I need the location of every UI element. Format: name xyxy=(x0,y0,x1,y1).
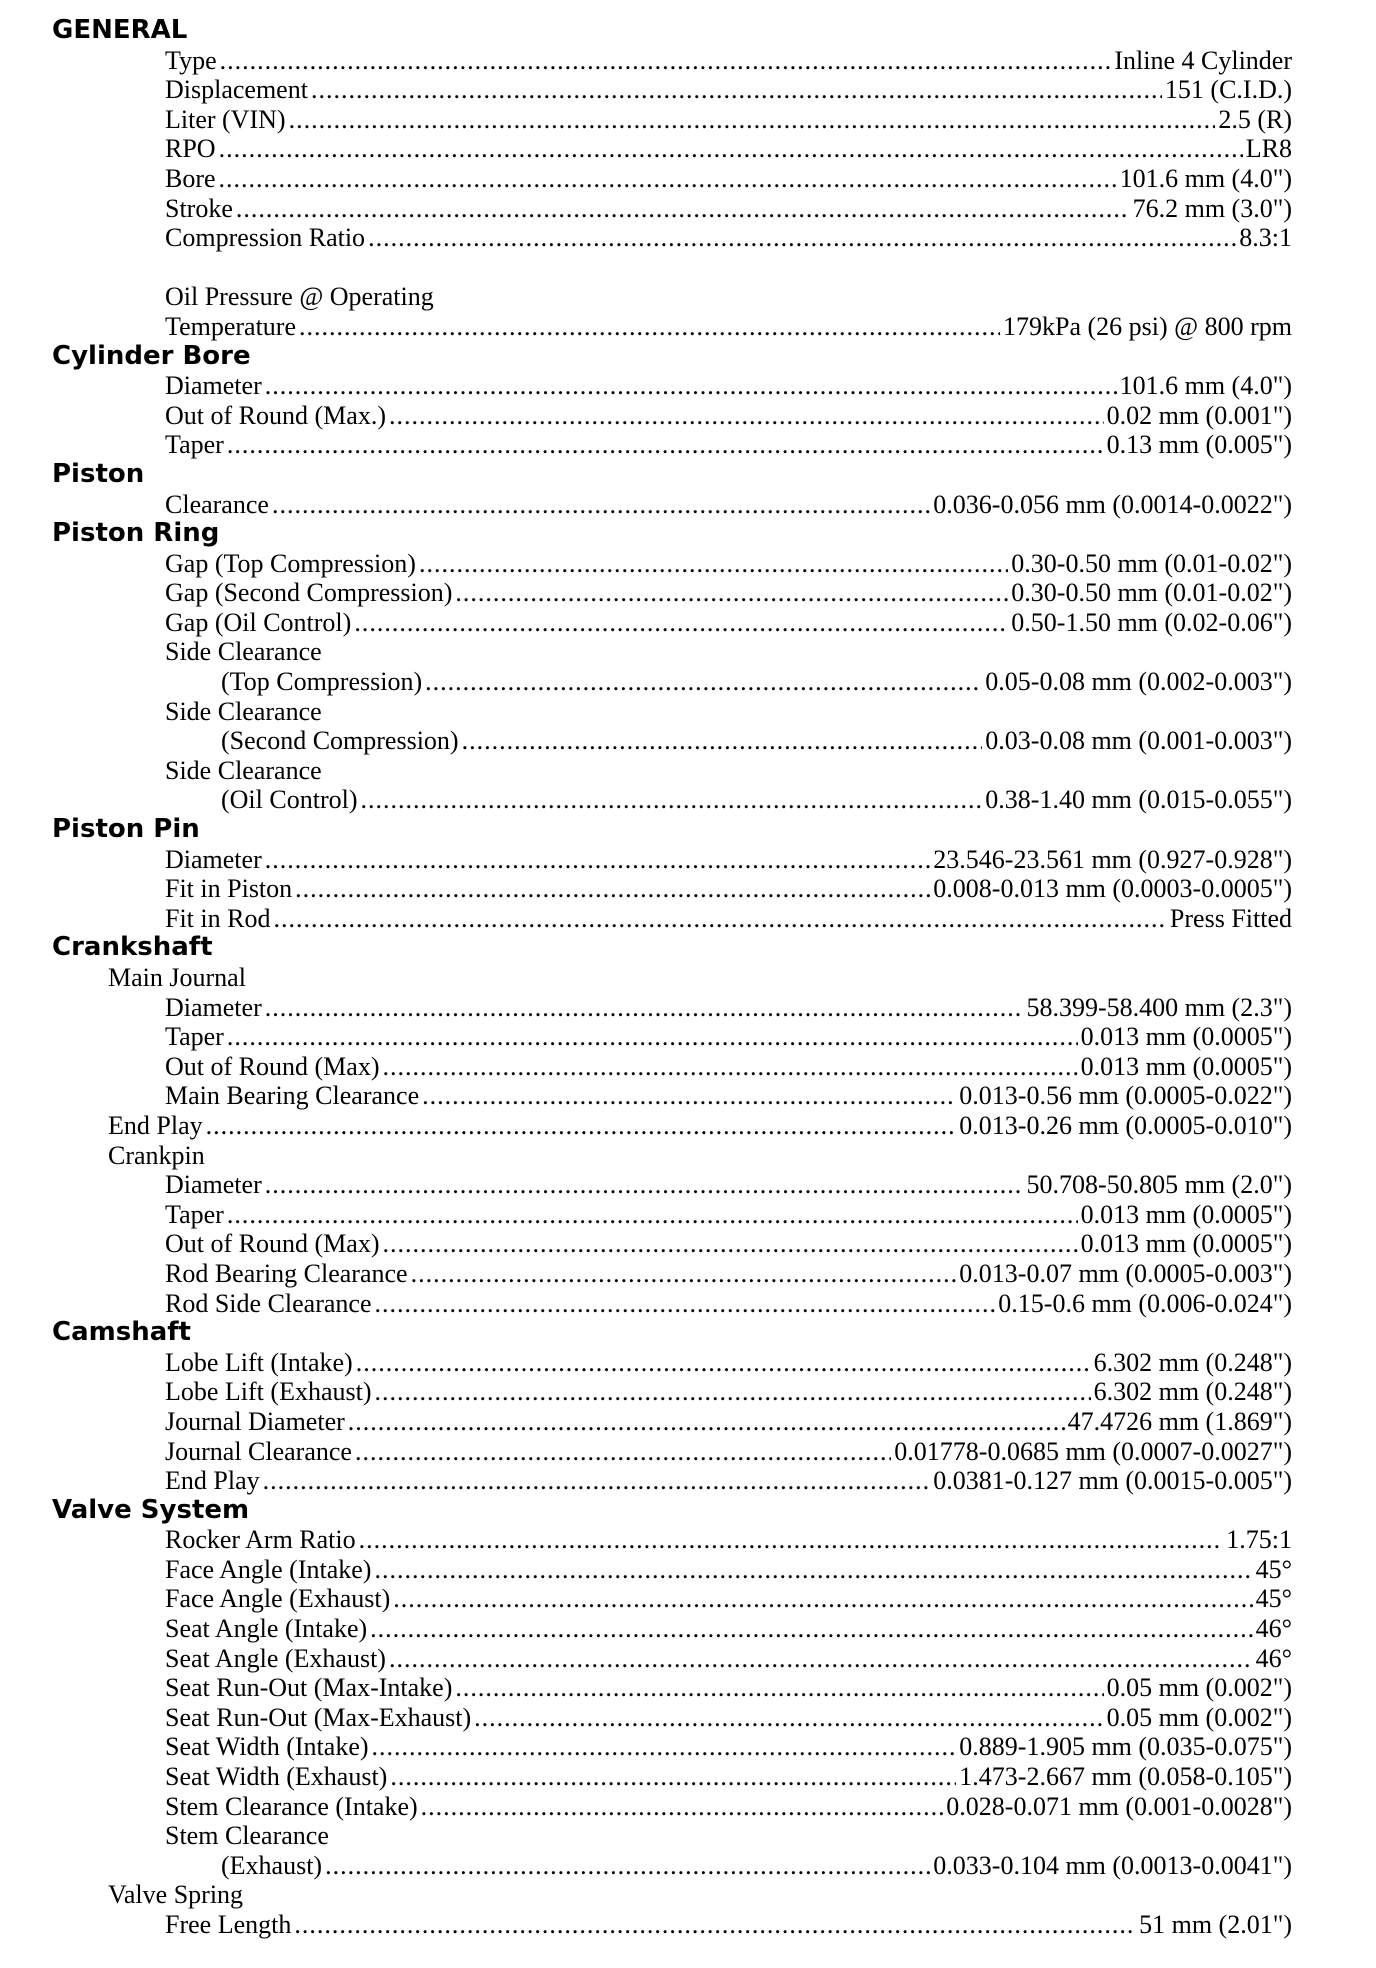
dot-leader xyxy=(356,1348,1091,1378)
spec-value: 0.50-1.50 mm (0.02-0.06") xyxy=(1011,607,1292,637)
section-heading-general: GENERAL xyxy=(52,15,188,45)
spec-label: Side Clearance xyxy=(165,696,322,726)
spec-value: 0.013-0.26 mm (0.0005-0.010") xyxy=(959,1110,1292,1140)
spec-label: Seat Angle (Exhaust) xyxy=(165,1643,386,1673)
spec-row xyxy=(0,164,1292,194)
dot-leader xyxy=(236,194,1130,224)
spec-label: Type xyxy=(165,45,217,75)
spec-label: Side Clearance xyxy=(165,637,322,667)
spec-row xyxy=(0,1407,1292,1437)
spec-row xyxy=(0,312,1292,342)
dot-leader xyxy=(359,1525,1224,1555)
spec-value: 46° xyxy=(1255,1614,1292,1644)
section-heading-valve-system: Valve System xyxy=(52,1494,250,1525)
spec-label: Displacement xyxy=(165,75,308,105)
spec-label: Journal Clearance xyxy=(165,1436,352,1466)
spec-value: 0.013 mm (0.0005") xyxy=(1080,1022,1292,1052)
dot-leader xyxy=(265,993,1024,1023)
spec-value: 0.30-0.50 mm (0.01-0.02") xyxy=(1011,578,1292,608)
spec-value: 23.546-23.561 mm (0.927-0.928") xyxy=(933,844,1292,874)
spec-label: Face Angle (Intake) xyxy=(165,1554,372,1584)
spec-label: Valve Spring xyxy=(108,1880,244,1910)
dot-leader xyxy=(390,1762,956,1792)
spec-row xyxy=(0,1762,1292,1792)
spec-row xyxy=(0,1821,1292,1851)
spec-label: Gap (Oil Control) xyxy=(165,607,352,637)
spec-value: 47.4726 mm (1.869") xyxy=(1067,1406,1292,1436)
spec-label: Fit in Piston xyxy=(165,874,293,904)
dot-leader xyxy=(355,1437,891,1467)
spec-label: Journal Diameter xyxy=(165,1406,345,1436)
spec-label: Clearance xyxy=(165,489,269,519)
section-heading-piston: Piston xyxy=(52,458,145,489)
spec-row xyxy=(0,756,1292,786)
dot-leader xyxy=(273,904,1166,934)
spec-value: 51 mm (2.01") xyxy=(1139,1910,1292,1939)
spec-row xyxy=(0,1052,1292,1082)
dot-leader xyxy=(325,1851,930,1881)
dot-leader xyxy=(382,1229,1077,1259)
spec-row xyxy=(0,371,1292,401)
dot-leader xyxy=(219,134,1243,164)
spec-label: Seat Width (Exhaust) xyxy=(165,1762,388,1792)
spec-row xyxy=(0,430,1292,460)
dot-leader xyxy=(272,490,930,520)
spec-row xyxy=(0,1437,1292,1467)
spec-row xyxy=(0,549,1292,579)
spec-label: Seat Width (Intake) xyxy=(165,1732,369,1762)
section-heading-camshaft: Camshaft xyxy=(52,1317,191,1348)
spec-label: End Play xyxy=(108,1110,203,1140)
spec-value: 0.05-0.08 mm (0.002-0.003") xyxy=(985,667,1292,697)
spec-value: 0.03-0.08 mm (0.001-0.003") xyxy=(985,726,1292,756)
section-heading-crankshaft: Crankshaft xyxy=(52,932,213,963)
spec-label: Main Journal xyxy=(108,963,246,992)
spec-value: 151 (C.I.D.) xyxy=(1164,75,1292,105)
spec-row xyxy=(0,637,1292,667)
dot-leader xyxy=(374,1555,1252,1585)
spec-row xyxy=(0,1022,1292,1052)
spec-label: Lobe Lift (Intake) xyxy=(165,1347,353,1377)
spec-row xyxy=(0,1466,1292,1496)
spec-value: 8.3:1 xyxy=(1239,223,1292,253)
spec-row xyxy=(0,1525,1292,1555)
dot-leader xyxy=(370,1614,1252,1644)
dot-leader xyxy=(348,1407,1065,1437)
spec-label: Out of Round (Max) xyxy=(165,1051,380,1081)
spec-label: Out of Round (Max.) xyxy=(165,400,386,430)
dot-leader xyxy=(462,726,983,756)
spec-row xyxy=(0,1229,1292,1259)
spec-row xyxy=(0,1081,1292,1111)
dot-leader xyxy=(206,1111,957,1141)
spec-label: Side Clearance xyxy=(165,755,322,785)
spec-value: 0.02 mm (0.001") xyxy=(1106,400,1292,430)
spec-value: 0.38-1.40 mm (0.015-0.055") xyxy=(985,785,1292,815)
spec-row xyxy=(0,993,1292,1023)
dot-leader xyxy=(265,371,1117,401)
spec-label: Compression Ratio xyxy=(165,223,366,253)
blank-line xyxy=(0,253,1376,283)
dot-leader xyxy=(219,164,1117,194)
spec-row xyxy=(0,75,1292,105)
spec-value: 1.75:1 xyxy=(1226,1525,1292,1555)
dot-leader xyxy=(368,223,1236,253)
dot-leader xyxy=(389,1644,1253,1674)
spec-value: 2.5 (R) xyxy=(1218,104,1292,134)
spec-row xyxy=(0,578,1292,608)
spec-value: 58.399-58.400 mm (2.3") xyxy=(1026,992,1292,1022)
dot-leader xyxy=(393,1584,1252,1614)
spec-row xyxy=(0,1644,1292,1674)
spec-row xyxy=(0,845,1292,875)
spec-value: Inline 4 Cylinder xyxy=(1114,45,1292,75)
spec-label: Liter (VIN) xyxy=(165,104,286,134)
spec-row xyxy=(0,490,1292,520)
spec-value: 0.01778-0.0685 mm (0.0007-0.0027") xyxy=(894,1436,1292,1466)
dot-leader xyxy=(294,1910,1136,1940)
spec-row xyxy=(0,134,1292,164)
dot-leader xyxy=(375,1289,996,1319)
spec-value: 0.13 mm (0.005") xyxy=(1106,430,1292,460)
dot-leader xyxy=(265,1170,1024,1200)
spec-label: Lobe Lift (Exhaust) xyxy=(165,1377,372,1407)
dot-leader xyxy=(389,401,1104,431)
spec-row xyxy=(0,1880,1292,1910)
spec-row xyxy=(0,1584,1292,1614)
spec-label: Diameter xyxy=(165,371,262,401)
spec-label: Rod Bearing Clearance xyxy=(165,1258,408,1288)
spec-value: 101.6 mm (4.0") xyxy=(1119,163,1292,193)
spec-label: (Top Compression) xyxy=(221,667,423,697)
spec-row xyxy=(0,282,1292,312)
spec-row xyxy=(0,1703,1292,1733)
spec-label: Stroke xyxy=(165,193,233,223)
spec-label: Gap (Second Compression) xyxy=(165,578,453,608)
spec-value: 0.036-0.056 mm (0.0014-0.0022") xyxy=(933,489,1292,519)
spec-label: Rod Side Clearance xyxy=(165,1288,372,1318)
spec-label: Oil Pressure @ Operating xyxy=(165,282,434,312)
spec-label: Seat Run-Out (Max-Exhaust) xyxy=(165,1702,472,1732)
spec-value: 0.15-0.6 mm (0.006-0.024") xyxy=(998,1288,1292,1318)
spec-row xyxy=(0,1170,1292,1200)
spec-value: 0.05 mm (0.002") xyxy=(1106,1673,1292,1703)
spec-label: Crankpin xyxy=(108,1140,205,1170)
dot-leader xyxy=(227,1022,1078,1052)
spec-row xyxy=(0,726,1292,756)
spec-value: 0.008-0.013 mm (0.0003-0.0005") xyxy=(933,874,1292,904)
spec-row xyxy=(0,1348,1292,1378)
spec-value: 0.05 mm (0.002") xyxy=(1106,1702,1292,1732)
spec-label: End Play xyxy=(165,1466,260,1496)
spec-row xyxy=(0,46,1292,76)
spec-row xyxy=(0,1259,1292,1289)
section-heading-piston-ring: Piston Ring xyxy=(52,518,220,549)
spec-value: 0.013-0.56 mm (0.0005-0.022") xyxy=(959,1081,1292,1111)
spec-value: 0.028-0.071 mm (0.001-0.0028") xyxy=(946,1791,1292,1821)
spec-row xyxy=(0,401,1292,431)
spec-label: Free Length xyxy=(165,1910,292,1939)
spec-value: 45° xyxy=(1255,1554,1292,1584)
spec-label: Face Angle (Exhaust) xyxy=(165,1584,391,1614)
dot-leader xyxy=(299,312,1000,342)
spec-label: Diameter xyxy=(165,1170,262,1200)
dot-leader xyxy=(227,1200,1078,1230)
spec-label: Diameter xyxy=(165,992,262,1022)
dot-leader xyxy=(263,1466,931,1496)
spec-row xyxy=(0,1851,1292,1881)
spec-value: 0.013 mm (0.0005") xyxy=(1080,1051,1292,1081)
dot-leader xyxy=(295,874,930,904)
spec-value: 0.0381-0.127 mm (0.0015-0.005") xyxy=(933,1466,1292,1496)
spec-value: 46° xyxy=(1255,1643,1292,1673)
spec-row xyxy=(0,1732,1292,1762)
spec-row xyxy=(0,1792,1292,1822)
spec-row xyxy=(0,667,1292,697)
dot-leader xyxy=(227,430,1104,460)
dot-leader xyxy=(354,608,1008,638)
spec-row xyxy=(0,223,1292,253)
dot-leader xyxy=(419,549,1008,579)
spec-row xyxy=(0,785,1292,815)
spec-value: LR8 xyxy=(1245,134,1292,164)
spec-label: Main Bearing Clearance xyxy=(165,1081,420,1111)
spec-value: 6.302 mm (0.248") xyxy=(1093,1377,1292,1407)
spec-row xyxy=(0,608,1292,638)
spec-row xyxy=(0,904,1292,934)
spec-label: Taper xyxy=(165,430,224,460)
spec-value: 1.473-2.667 mm (0.058-0.105") xyxy=(959,1762,1292,1792)
spec-row xyxy=(0,1141,1292,1171)
dot-leader xyxy=(421,1792,944,1822)
dot-leader xyxy=(382,1052,1077,1082)
dot-leader xyxy=(311,75,1162,105)
spec-row xyxy=(0,1289,1292,1319)
spec-row xyxy=(0,105,1292,135)
spec-label: Bore xyxy=(165,163,216,193)
spec-row xyxy=(0,874,1292,904)
spec-label: Stem Clearance (Intake) xyxy=(165,1791,418,1821)
spec-label: (Exhaust) xyxy=(221,1850,323,1880)
dot-leader xyxy=(411,1259,957,1289)
spec-value: 0.013-0.07 mm (0.0005-0.003") xyxy=(959,1258,1292,1288)
spec-value: 50.708-50.805 mm (2.0") xyxy=(1026,1170,1292,1200)
spec-row xyxy=(0,194,1292,224)
spec-row xyxy=(0,1673,1292,1703)
dot-leader xyxy=(455,578,1008,608)
spec-value: 6.302 mm (0.248") xyxy=(1093,1347,1292,1377)
spec-label: RPO xyxy=(165,134,216,164)
spec-row xyxy=(0,963,1292,993)
spec-row xyxy=(0,1910,1292,1940)
spec-row xyxy=(0,1377,1292,1407)
dot-leader xyxy=(361,785,983,815)
spec-value: 0.889-1.905 mm (0.035-0.075") xyxy=(959,1732,1292,1762)
dot-leader xyxy=(289,105,1216,135)
spec-label: (Second Compression) xyxy=(221,726,459,756)
dot-leader xyxy=(455,1673,1103,1703)
dot-leader xyxy=(422,1081,956,1111)
spec-label: Seat Angle (Intake) xyxy=(165,1614,368,1644)
dot-leader xyxy=(375,1377,1091,1407)
spec-value: 45° xyxy=(1255,1584,1292,1614)
spec-value: 0.033-0.104 mm (0.0013-0.0041") xyxy=(933,1850,1292,1880)
spec-row xyxy=(0,1111,1292,1141)
spec-label: Out of Round (Max) xyxy=(165,1229,380,1259)
spec-value: 0.30-0.50 mm (0.01-0.02") xyxy=(1011,548,1292,578)
spec-label: Taper xyxy=(165,1022,224,1052)
section-heading-piston-pin: Piston Pin xyxy=(52,814,200,845)
spec-label: Taper xyxy=(165,1199,224,1229)
spec-label: Stem Clearance xyxy=(165,1821,329,1851)
spec-row xyxy=(0,1614,1292,1644)
spec-value: Press Fitted xyxy=(1169,903,1292,933)
spec-row xyxy=(0,1200,1292,1230)
spec-value: 76.2 mm (3.0") xyxy=(1132,193,1292,223)
spec-row xyxy=(0,1555,1292,1585)
spec-label: Temperature xyxy=(165,311,296,341)
spec-value: 179kPa (26 psi) @ 800 rpm xyxy=(1003,311,1292,341)
section-heading-cylinder-bore: Cylinder Bore xyxy=(52,340,251,371)
spec-label: Fit in Rod xyxy=(165,903,271,933)
dot-leader xyxy=(474,1703,1103,1733)
spec-label: Gap (Top Compression) xyxy=(165,548,416,578)
spec-row xyxy=(0,697,1292,727)
spec-value: 101.6 mm (4.0") xyxy=(1119,371,1292,401)
spec-label: Seat Run-Out (Max-Intake) xyxy=(165,1673,453,1703)
spec-value: 0.013 mm (0.0005") xyxy=(1080,1199,1292,1229)
dot-leader xyxy=(220,46,1112,76)
dot-leader xyxy=(372,1732,957,1762)
dot-leader xyxy=(265,845,931,875)
dot-leader xyxy=(425,667,982,697)
spec-label: Diameter xyxy=(165,844,262,874)
spec-label: Rocker Arm Ratio xyxy=(165,1525,356,1555)
spec-value: 0.013 mm (0.0005") xyxy=(1080,1229,1292,1259)
spec-label: (Oil Control) xyxy=(221,785,358,815)
